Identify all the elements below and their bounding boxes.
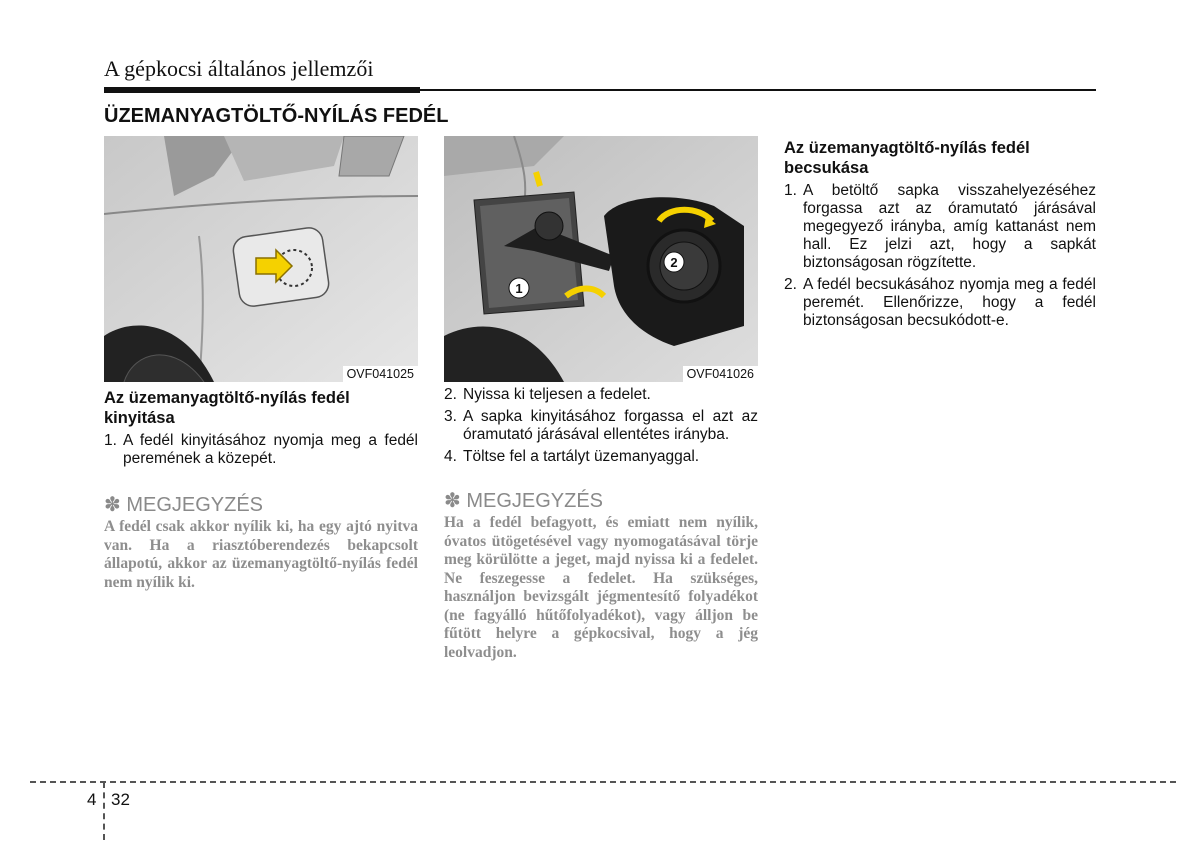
figure-closed-fuel-door xyxy=(104,136,418,382)
list-item-number: 1. xyxy=(104,432,117,449)
column-3 xyxy=(784,138,1096,334)
heading-close-door: Az üzemanyagtöltő-nyílás fedél becsukása xyxy=(784,139,1030,177)
list-item-text: Nyissa ki teljesen a fedelet. xyxy=(463,386,651,403)
figure-code-left: OVF041025 xyxy=(343,366,418,382)
list-item xyxy=(444,408,758,444)
chapter-number: 4 xyxy=(87,790,97,809)
list-item-number: 1. xyxy=(784,182,797,199)
car-side-illustration xyxy=(104,136,418,382)
callout-2: 2 xyxy=(670,255,678,270)
column-1 xyxy=(104,388,418,592)
column-2 xyxy=(444,386,758,662)
list-item-number: 2. xyxy=(784,276,797,293)
section-title: ÜZEMANYAGTÖLTŐ-NYÍLÁS FEDÉL xyxy=(104,105,449,127)
list-item-text: Töltse fel a tartályt üzemanyaggal. xyxy=(463,448,700,465)
figure-open-fuel-door xyxy=(444,136,758,382)
note-body: Ha a fedél befagyott, és emiatt nem nyílik, óvatos ütögetésével vagy nyomogatásával törje meg körülötte a jeget, majd nyissa ki a fedelet. Ne feszegesse a fedelet. Ha szükséges, használjon bevizsgált jégmentesítő folyadékot (ne fagyálló hűtőfolyadékot), vagy álljon be fűtött helyre a gépkocsival, hogy a jég leolvadjon. xyxy=(444,514,758,661)
list-item-text: A fedél kinyitásához nyomja meg a fedél peremének a közepét. xyxy=(123,432,418,467)
header-rule-thick xyxy=(104,87,420,93)
note-body: A fedél csak akkor nyílik ki, ha egy ajtó nyitva van. Ha a riasztóberendezés bekapcsolt állapotú, akkor az üzemanyagtöltő-nyílás fedél nem nyílik ki. xyxy=(104,518,418,591)
list-item-number: 2. xyxy=(444,386,457,403)
list-item-number: 4. xyxy=(444,448,457,465)
page-number: 32 xyxy=(111,790,130,809)
chapter-title: A gépkocsi általános jellemzői xyxy=(104,56,374,81)
list-item xyxy=(784,182,1096,272)
list-item-text: A fedél becsukásához nyomja meg a fedél peremét. Ellenőrizze, hogy a fedél biztonságosan becsukódott-e. xyxy=(803,276,1096,329)
note-title: ✽ MEGJEGYZÉS xyxy=(104,494,264,516)
list-item xyxy=(104,432,418,468)
callout-1: 1 xyxy=(515,281,523,296)
list-item xyxy=(444,448,758,466)
note-title: ✽ MEGJEGYZÉS xyxy=(444,490,604,512)
heading-open-door: Az üzemanyagtöltő-nyílás fedél kinyitása xyxy=(104,389,350,427)
fuel-door-open-illustration xyxy=(444,136,758,382)
figure-code-right: OVF041026 xyxy=(683,366,758,382)
list-item xyxy=(784,276,1096,330)
list-item-text: A sapka kinyitásához forgassa el azt az óramutató járásával ellentétes irányba. xyxy=(463,408,758,443)
footer-vertical-divider xyxy=(103,782,105,840)
list-item-text: A betöltő sapka visszahelyezéséhez forgassa azt az óramutató járásával megegyező irányba, amíg kattanást nem hall. Ez jelzi azt, hogy a sapkát biztonságosan rögzítette. xyxy=(803,182,1096,271)
header-rule-thin xyxy=(420,89,1096,91)
list-item xyxy=(444,386,758,404)
footer-divider xyxy=(30,781,1176,783)
list-item-number: 3. xyxy=(444,408,457,425)
